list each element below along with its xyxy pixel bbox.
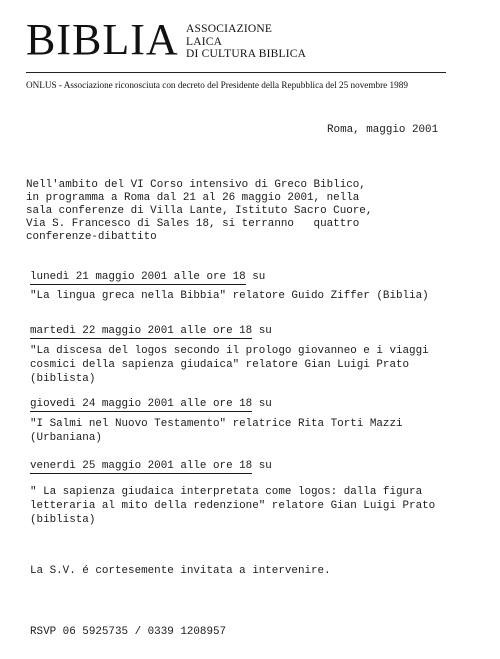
event-date: venerdì 25 maggio 2001 alle ore 18 [30, 460, 253, 472]
event-description-line: "I Salmi nel Nuovo Testamento" relatrice Rita Torti Mazzi [30, 418, 403, 430]
event-date-line [30, 460, 272, 473]
letter-date: Roma, maggio 2001 [327, 124, 439, 136]
intro-line: Nell'ambito del VI Corso intensivo di Greco Biblico, [26, 179, 366, 191]
intro-line: sala conferenze di Villa Lante, Istituto Sacro Cuore, [26, 205, 373, 217]
event-su: su [245, 271, 266, 283]
invitation-text: La S.V. é cortesemente invitata a intervenire. [30, 565, 331, 577]
event-description-line: (biblista) [30, 373, 96, 385]
intro-line: Via S. Francesco di Sales 18, si terranno quattro [26, 218, 360, 230]
event-date-line [30, 325, 272, 338]
letterhead-divider [26, 72, 446, 73]
event-date: lunedì 21 maggio 2001 alle ore 18 [30, 271, 246, 283]
rsvp-contact: RSVP 06 5925735 / 0339 1208957 [30, 626, 227, 638]
intro-line: conferenze-dibattito [26, 231, 157, 243]
event-description-line: "La lingua greca nella Bibbia" relatore Guido Ziffer (Biblia) [30, 290, 429, 302]
event-date-line [30, 271, 265, 284]
event-description-line: cosmici della sapienza giudaica" relatore Gian Luigi Prato [30, 359, 410, 371]
event-su: su [252, 325, 272, 337]
intro-line: in programma a Roma dal 21 al 26 maggio 2001, nella [26, 192, 360, 204]
event-description-line: (biblista) [30, 514, 96, 526]
association-line: DI CULTURA BIBLICA [186, 48, 307, 60]
event-description-line: (Urbaniana) [30, 432, 102, 444]
event-date: martedì 22 maggio 2001 alle ore 18 [30, 325, 253, 337]
event-su: su [252, 398, 272, 410]
association-name [186, 23, 306, 61]
event-description-line: letteraria al mito della redenzione" relatore Gian Luigi Prato [30, 500, 436, 512]
event-date-line [30, 398, 272, 411]
association-line: ASSOCIAZIONE [186, 23, 273, 35]
event-description-line: " La sapienza giudaica interpretata come logos: dalla figura [30, 486, 423, 498]
event-su: su [252, 460, 272, 472]
biblia-logo: BIBLIA [26, 15, 179, 64]
association-line: LAICA [186, 35, 223, 48]
event-description-line: "La discesa del logos secondo il prologo giovanneo e i viaggi [30, 345, 429, 357]
onlus-line: ONLUS - Associazione riconosciuta con decreto del Presidente della Repubblica del 25 novembre 1989 [26, 80, 408, 90]
event-date: giovedì 24 maggio 2001 alle ore 18 [30, 398, 253, 410]
